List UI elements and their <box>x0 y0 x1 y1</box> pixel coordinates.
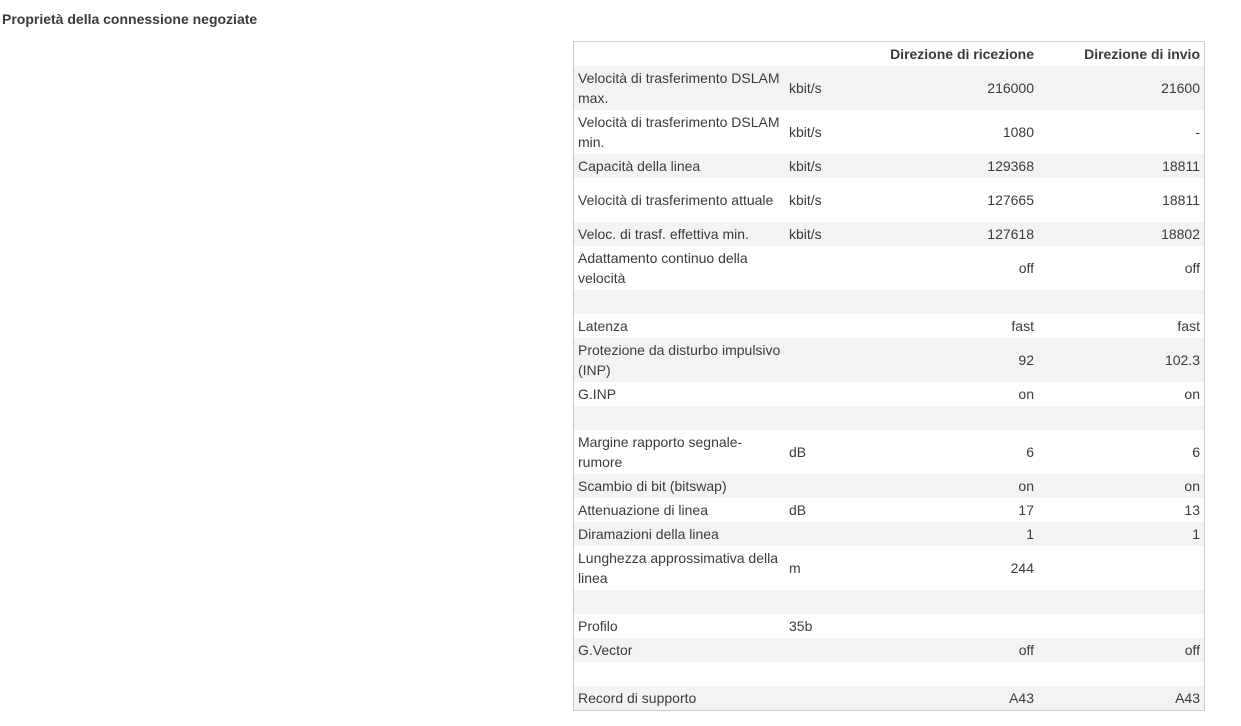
table-row <box>574 246 1204 290</box>
cell-label: Diramazioni della linea <box>578 526 719 542</box>
cell-unit <box>785 290 865 314</box>
cell-tx: on <box>1184 386 1200 402</box>
cell-rx: on <box>1018 478 1034 494</box>
table-row <box>574 290 1204 314</box>
table-body <box>574 66 1204 710</box>
cell-tx <box>1038 590 1204 614</box>
cell-tx: off <box>1184 642 1200 658</box>
table-row <box>574 338 1204 382</box>
cell-label: G.INP <box>578 386 617 402</box>
cell-unit: kbit/s <box>789 158 822 174</box>
cell-label <box>574 590 785 614</box>
cell-unit <box>785 638 865 662</box>
table-row <box>574 686 1204 710</box>
cell-rx <box>865 290 1038 314</box>
cell-label: Velocità di trasferimento attuale <box>578 192 774 208</box>
cell-rx: off <box>1018 642 1034 658</box>
table-row <box>574 638 1204 662</box>
cell-unit <box>785 474 865 498</box>
connection-properties-table <box>573 41 1205 711</box>
header-send-direction: Direzione di invio <box>1084 46 1200 62</box>
table-header-row <box>574 42 1204 66</box>
header-label <box>574 42 785 66</box>
cell-tx: - <box>1195 124 1200 140</box>
cell-unit: kbit/s <box>789 124 822 140</box>
cell-tx: 18802 <box>1161 226 1200 242</box>
cell-tx: fast <box>1177 318 1200 334</box>
cell-label: Velocità di trasferimento DSLAM min. <box>578 114 780 150</box>
cell-tx: 18811 <box>1162 158 1200 174</box>
cell-label: Margine rapporto segnale-rumore <box>578 434 743 470</box>
cell-rx: 129368 <box>987 158 1034 174</box>
cell-label: Velocità di trasferimento DSLAM max. <box>578 70 780 106</box>
cell-rx: 92 <box>1018 352 1034 368</box>
cell-rx: 127618 <box>987 226 1034 242</box>
table-row <box>574 314 1204 338</box>
cell-rx: on <box>1018 386 1034 402</box>
cell-rx: 17 <box>1018 502 1034 518</box>
cell-tx: off <box>1184 260 1200 276</box>
table-row <box>574 522 1204 546</box>
cell-unit <box>785 686 865 710</box>
cell-rx: off <box>1018 260 1034 276</box>
cell-unit: m <box>789 560 801 576</box>
cell-tx: 21600 <box>1161 80 1200 96</box>
cell-rx <box>865 590 1038 614</box>
cell-tx: 6 <box>1192 444 1200 460</box>
cell-tx: 18811 <box>1162 192 1200 208</box>
cell-label: G.Vector <box>578 642 633 658</box>
properties-table <box>574 42 1204 710</box>
cell-rx: 244 <box>1010 560 1034 576</box>
cell-rx: fast <box>1011 318 1034 334</box>
table-row <box>574 154 1204 178</box>
header-unit <box>785 42 865 66</box>
cell-unit: kbit/s <box>789 192 822 208</box>
cell-label: Latenza <box>578 318 628 334</box>
cell-unit: 35b <box>789 618 813 634</box>
table-row <box>574 662 1204 686</box>
cell-tx <box>1038 662 1204 686</box>
table-row <box>574 498 1204 522</box>
cell-label: Profilo <box>578 618 618 634</box>
cell-rx: 1 <box>1026 526 1034 542</box>
cell-unit <box>785 590 865 614</box>
cell-label: Attenuazione di linea <box>578 502 708 518</box>
table-row <box>574 614 1204 638</box>
cell-label: Veloc. di trasf. effettiva min. <box>578 226 749 242</box>
table-row <box>574 406 1204 430</box>
cell-unit <box>785 406 865 430</box>
cell-rx: A43 <box>1009 690 1034 706</box>
cell-label: Adattamento continuo della velocità <box>578 250 748 286</box>
cell-tx <box>1038 546 1204 590</box>
cell-rx <box>865 406 1038 430</box>
cell-rx <box>865 614 1038 638</box>
table-row <box>574 110 1204 154</box>
cell-unit <box>785 338 865 382</box>
cell-tx: 13 <box>1184 502 1200 518</box>
cell-label <box>574 406 785 430</box>
cell-rx: 1080 <box>1002 124 1034 140</box>
cell-tx <box>1038 614 1204 638</box>
cell-unit: kbit/s <box>789 80 822 96</box>
cell-rx <box>865 662 1038 686</box>
table-row <box>574 66 1204 110</box>
table-row <box>574 222 1204 246</box>
cell-unit: kbit/s <box>789 226 822 242</box>
cell-unit <box>785 522 865 546</box>
table-row <box>574 430 1204 474</box>
cell-tx <box>1038 290 1204 314</box>
cell-label: Scambio di bit (bitswap) <box>578 478 727 494</box>
cell-unit <box>785 662 865 686</box>
table-row <box>574 546 1204 590</box>
cell-tx: A43 <box>1175 690 1200 706</box>
cell-rx: 216000 <box>987 80 1034 96</box>
cell-label: Lunghezza approssimativa della linea <box>578 550 779 586</box>
table-row <box>574 474 1204 498</box>
table-row <box>574 590 1204 614</box>
cell-tx: on <box>1184 478 1200 494</box>
cell-unit <box>785 246 865 290</box>
cell-unit: dB <box>789 502 807 518</box>
cell-rx: 6 <box>1026 444 1034 460</box>
cell-tx: 102.3 <box>1164 352 1200 368</box>
cell-unit: dB <box>789 444 807 460</box>
header-receive-direction: Direzione di ricezione <box>890 46 1034 62</box>
cell-label <box>574 290 785 314</box>
cell-label <box>574 662 785 686</box>
cell-tx: 1 <box>1192 526 1200 542</box>
cell-label: Protezione da disturbo impulsivo (INP) <box>578 342 781 378</box>
cell-tx <box>1038 406 1204 430</box>
cell-unit <box>785 382 865 406</box>
section-title: Proprietà della connessione negoziate <box>2 11 258 27</box>
cell-label: Capacità della linea <box>578 158 701 174</box>
cell-rx: 127665 <box>987 192 1034 208</box>
cell-unit <box>785 314 865 338</box>
table-row <box>574 178 1204 222</box>
cell-label: Record di supporto <box>578 690 697 706</box>
table-row <box>574 382 1204 406</box>
